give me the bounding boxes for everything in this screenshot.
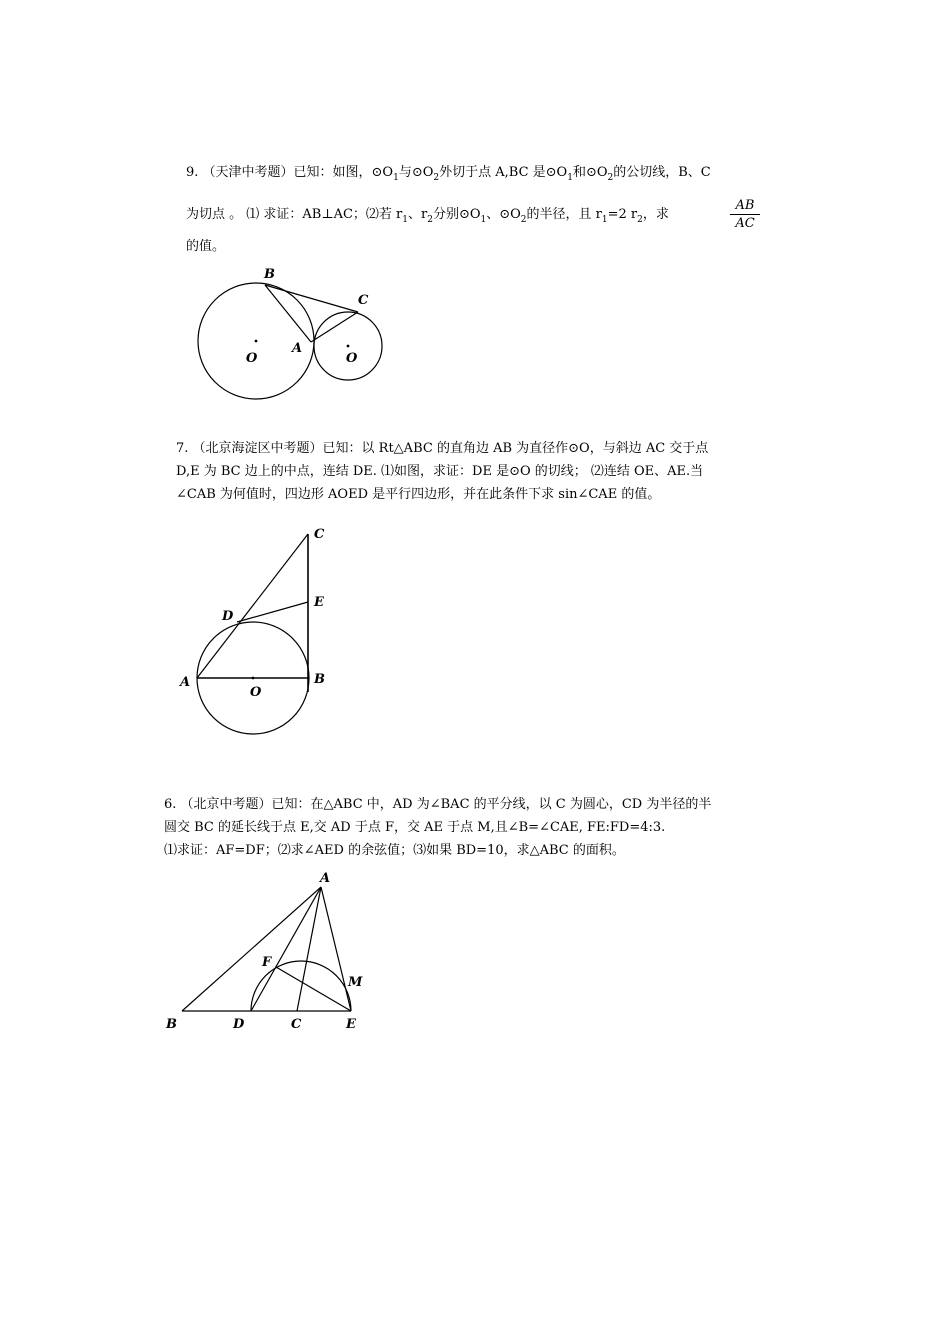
hypotenuse-ac <box>197 534 308 678</box>
p9-text: 分别⊙O <box>432 207 481 222</box>
label-d: D <box>233 1017 245 1032</box>
p9-text: 和⊙O <box>572 165 608 180</box>
center-o-dot <box>252 677 254 679</box>
subscript: 1 <box>480 215 487 225</box>
label-e: E <box>346 1017 356 1032</box>
segment-ae <box>321 887 351 1011</box>
label-c: C <box>291 1017 302 1032</box>
p9-line-3: 的值。 <box>186 239 226 254</box>
segment-ca <box>311 312 358 342</box>
segment-ba <box>265 285 311 342</box>
p6-line-1: 6. （北京中考题）已知：在△ABC 中，AD 为∠BAC 的平分线，以 C 为圆心，CD 为半径的半 <box>164 797 712 812</box>
label-c: C <box>358 293 369 308</box>
p7-line-1: 7. （北京海淀区中考题）已知：以 Rt△ABC 的直角边 AB 为直径作⊙O，与斜边 AC 交于点 <box>176 441 709 456</box>
p9-text: 、r <box>407 207 428 222</box>
label-m: M <box>348 975 363 990</box>
p9-text: 的半径，且 r <box>526 207 602 222</box>
subscript: 2 <box>433 173 440 183</box>
center-o1-dot <box>255 340 257 342</box>
p6-line-3: ⑴求证：AF=DF；⑵求∠AED 的余弦值；⑶如果 BD=10，求△ABC 的面积。 <box>164 843 625 858</box>
p9-text: 与⊙O <box>398 165 434 180</box>
label-e: E <box>314 595 324 610</box>
segment-bc <box>265 285 358 312</box>
subscript: 1 <box>402 215 408 225</box>
subscript: 2 <box>607 173 614 183</box>
p6-line-2: 圆交 BC 的延长线于点 E,交 AD 于点 F，交 AE 于点 M,且∠B=∠CAE, FE:FD=4:3. <box>164 820 666 835</box>
label-c: C <box>314 527 325 542</box>
p7-line-3: ∠CAB 为何值时，四边形 AOED 是平行四边形，并在此条件下求 sin∠CAE 的值。 <box>176 487 661 502</box>
p9-text: 的公切线，B、C <box>613 165 711 180</box>
label-b: B <box>166 1017 177 1032</box>
center-o2-dot <box>347 345 349 347</box>
figure-p9 <box>198 283 382 399</box>
subscript: 1 <box>601 215 608 225</box>
fraction-numerator: AB <box>735 198 755 213</box>
p7-line-2: D,E 为 BC 边上的中点，连结 DE. ⑴如图，求证：DE 是⊙O 的切线； ⑵连结 OE、AE.当 <box>176 464 704 479</box>
label-d: D <box>222 609 234 624</box>
label-a: A <box>180 675 191 690</box>
p9-text: ，求 <box>642 207 669 222</box>
subscript: 1 <box>567 173 573 183</box>
segment-fe <box>276 967 351 1011</box>
figure-p7 <box>197 534 309 734</box>
label-a: A <box>292 341 303 356</box>
label-o: O <box>250 685 262 700</box>
label-o2: O <box>346 351 358 366</box>
p9-text: 、⊙O <box>486 207 521 222</box>
label-b: B <box>314 672 325 687</box>
p9-text: 为切点 。 ⑴ 求证：AB⊥AC；⑵若 r <box>186 207 403 222</box>
fraction-denominator: AC <box>735 216 755 231</box>
subscript: 2 <box>427 215 433 225</box>
label-o1: O <box>246 351 258 366</box>
subscript: 2 <box>637 215 643 225</box>
p9-text: 外切于点 A,BC 是⊙O <box>439 165 568 180</box>
label-a: A <box>320 871 331 886</box>
label-f: F <box>262 955 272 970</box>
subscript: 1 <box>393 173 399 183</box>
segment-ad <box>251 887 321 1011</box>
figure-p6 <box>182 887 351 1011</box>
subscript: 2 <box>520 215 527 225</box>
label-b: B <box>264 267 275 282</box>
p9-text: =2 r <box>607 207 638 222</box>
p9-text: 9. （天津中考题）已知：如图，⊙O <box>186 165 394 180</box>
